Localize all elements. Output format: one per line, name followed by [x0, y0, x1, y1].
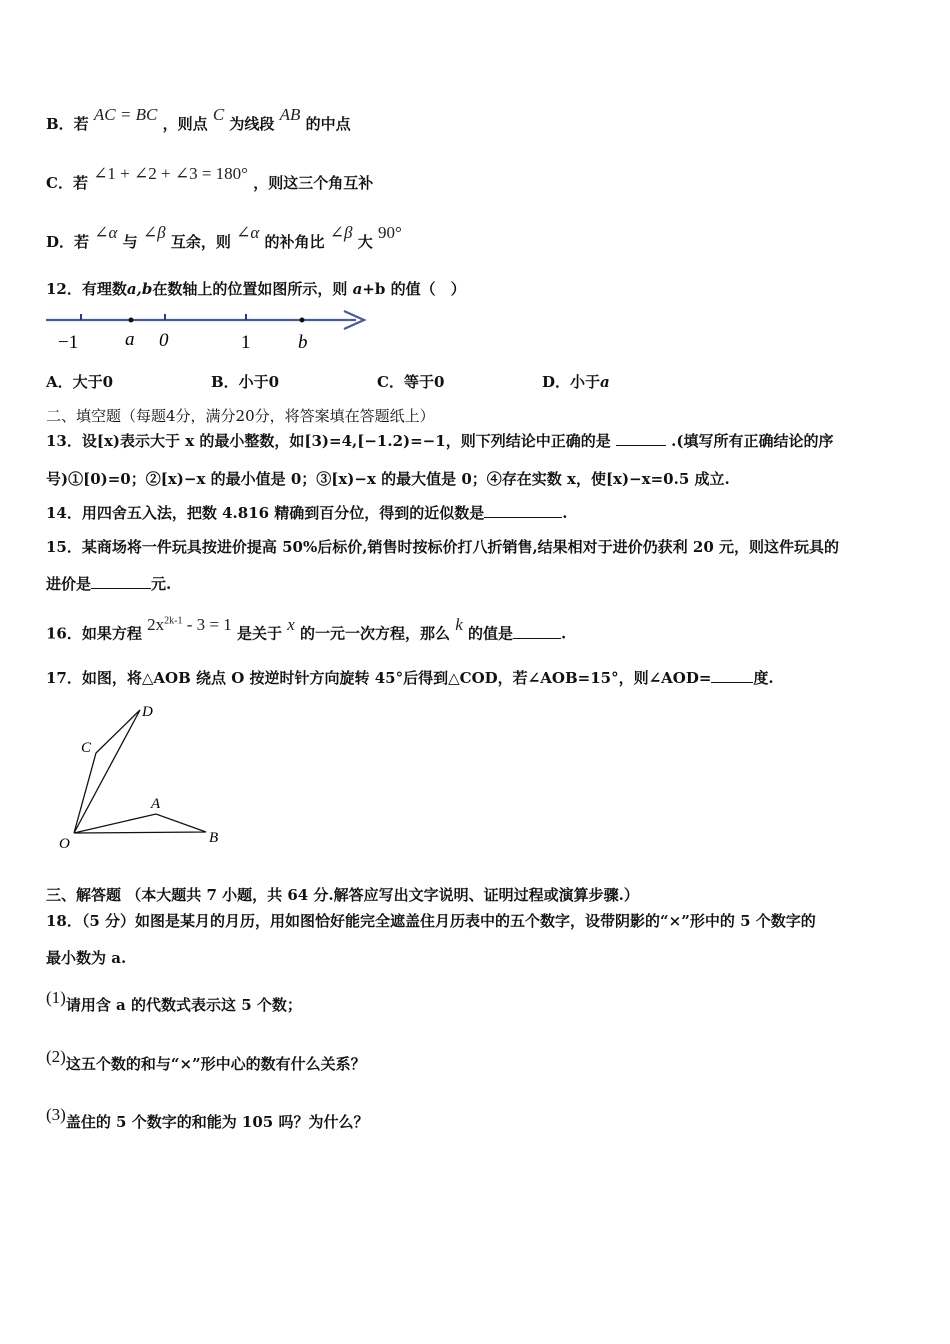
option-b-text: ，则点: [162, 115, 208, 133]
q16-equation: [147, 615, 232, 634]
option-d-text2: 互余，则: [170, 233, 231, 251]
option-b: [46, 105, 351, 134]
label-o: O: [59, 836, 70, 852]
q13-text-2: .(填写所有正确结论的序: [671, 432, 834, 450]
q17-end: 度.: [753, 669, 774, 687]
q16-var-x: x: [287, 614, 295, 634]
label-one: 1: [241, 332, 251, 353]
q12-vars: a,b: [126, 280, 153, 298]
question-12: [46, 279, 466, 299]
q16-answer-blank[interactable]: [513, 624, 561, 639]
option-d-degrees: 90°: [377, 223, 402, 242]
q18-part-1-text: 请用含 a 的代数式表示这 5 个数；: [65, 996, 302, 1014]
label-d: D: [142, 704, 153, 720]
point-a: [129, 318, 134, 323]
option-d-text4: 大: [357, 233, 373, 251]
q18-part-2-text: 这五个数的和与“×”形中心的数有什么关系？: [65, 1055, 366, 1073]
triangle-cod: [74, 710, 140, 833]
option-d: [46, 223, 402, 252]
q18-part-1-num: (1): [46, 988, 66, 1007]
q16-end: .: [561, 624, 567, 643]
q18-part-3-text: 盖住的 5 个数字的和能为 105 吗？为什么？: [65, 1113, 369, 1131]
q16-text-4: 的值是: [468, 624, 514, 643]
q14-answer-blank[interactable]: [484, 503, 562, 518]
label-minus-one: −1: [58, 332, 79, 353]
q12-text: 12．有理数: [46, 280, 127, 298]
rotation-figure: [54, 698, 234, 858]
option-b-text3: 的中点: [305, 115, 351, 133]
option-c-label: C．若: [46, 174, 88, 192]
q12-choice-d-text: D．小于: [542, 373, 601, 391]
question-13-line-1: [46, 431, 834, 451]
label-a: A: [151, 796, 161, 812]
q15-answer-blank[interactable]: [91, 574, 151, 589]
point-b: [300, 318, 305, 323]
question-16: [46, 614, 567, 644]
q15-text: 进价是: [46, 575, 92, 593]
option-b-text2: 为线段: [229, 115, 275, 133]
q18-part-1: [46, 988, 302, 1015]
label-c: C: [81, 740, 92, 756]
label-b: B: [209, 830, 219, 846]
option-d-angle-alpha-2: ∠α: [236, 223, 260, 242]
question-15-line-2: [46, 574, 171, 594]
q16-text-2: 是关于: [236, 624, 282, 643]
option-c-text: ，则这三个角互补: [253, 174, 374, 192]
q16-exponent: 2k-1: [164, 615, 183, 626]
q18-part-3-num: (3): [46, 1105, 66, 1124]
q18-part-2: [46, 1047, 366, 1074]
option-b-segment: AB: [279, 105, 301, 124]
q13-text: 13．设[x)表示大于 x 的最小整数，如[3)=4,[−1.2)=−1，则下列结论中正确的是: [46, 432, 611, 450]
option-c-equation: ∠1 + ∠2 + ∠3 = 180°: [93, 164, 248, 183]
option-d-angle-alpha: ∠α: [94, 223, 118, 242]
q12-choice-c: C．等于0: [377, 373, 445, 391]
q12-choice-d-var: a: [600, 373, 610, 391]
section-2-heading: 二、填空题（每题4分，满分20分，将答案填在答题纸上）: [46, 407, 435, 425]
label-zero: 0: [159, 330, 169, 351]
q17-answer-blank[interactable]: [711, 668, 753, 683]
option-d-angle-beta-2: ∠β: [329, 223, 353, 242]
number-line-figure: [44, 306, 374, 358]
q17-text: 17．如图，将△AOB 绕点 O 按逆时针方向旋转 45°后得到△COD，若∠AOB=15°，则∠AOD=: [46, 669, 712, 687]
q12-choice-b: B．小于0: [211, 373, 280, 391]
option-d-angle-beta: ∠β: [142, 223, 166, 242]
q16-text-3: 的一元一次方程，那么: [299, 624, 450, 643]
question-17: [46, 668, 774, 688]
q15-text-2: 元.: [151, 575, 172, 593]
triangle-aob: [74, 814, 206, 833]
q18-part-2-num: (2): [46, 1047, 66, 1066]
q16-var-k: k: [455, 614, 463, 634]
question-14: [46, 503, 568, 523]
option-c: [46, 164, 374, 193]
q14-end: .: [562, 504, 568, 522]
q16-eq-rest: - 3 = 1: [182, 614, 232, 634]
q12-choice-a: A．大于0: [46, 373, 114, 391]
q12-text-2: 在数轴上的位置如图所示，则: [152, 280, 348, 298]
q12-expr-rest: +b: [362, 280, 386, 298]
question-18-line-1: 18．（5 分）如图是某月的月历，用如图恰好能完全遮盖住月历表中的五个数字，设带阴影的“×”形中的 5 个数字的: [46, 912, 816, 930]
q12-expr-a: a: [352, 280, 363, 298]
question-13-line-2: 号)①[0)=0；②[x)−x 的最小值是 0；③[x)−x 的最大值是 0；④存在实数 x，使[x)−x=0.5 成立.: [46, 470, 730, 488]
option-b-label: B．若: [46, 115, 89, 133]
q16-text: 16．如果方程: [46, 624, 142, 643]
question-15-line-1: 15．某商场将一件玩具按进价提高 50%后标价,销售时按标价打八折销售,结果相对于进价仍获利 20 元，则这件玩具的: [46, 538, 839, 556]
q16-eq-base: 2x: [147, 614, 165, 634]
option-d-text: 与: [122, 233, 138, 251]
label-a: a: [125, 329, 135, 350]
section-3-heading: 三、解答题 （本大题共 7 小题，共 64 分.解答应写出文字说明、证明过程或演算步骤.）: [46, 886, 639, 904]
question-18-line-2: 最小数为 a.: [46, 949, 127, 967]
option-d-label: D．若: [46, 233, 90, 251]
q12-choice-d: [542, 372, 610, 392]
q12-text-end: 的值（ ）: [390, 280, 466, 298]
option-b-point: C: [212, 105, 225, 124]
option-d-text3: 的补角比: [264, 233, 325, 251]
q14-text: 14．用四舍五入法，把数 4.816 精确到百分位，得到的近似数是: [46, 504, 485, 522]
q13-answer-blank[interactable]: [616, 431, 666, 446]
q18-part-3: [46, 1105, 369, 1132]
label-b: b: [298, 332, 308, 353]
option-b-equation: AC = BC: [93, 105, 158, 124]
